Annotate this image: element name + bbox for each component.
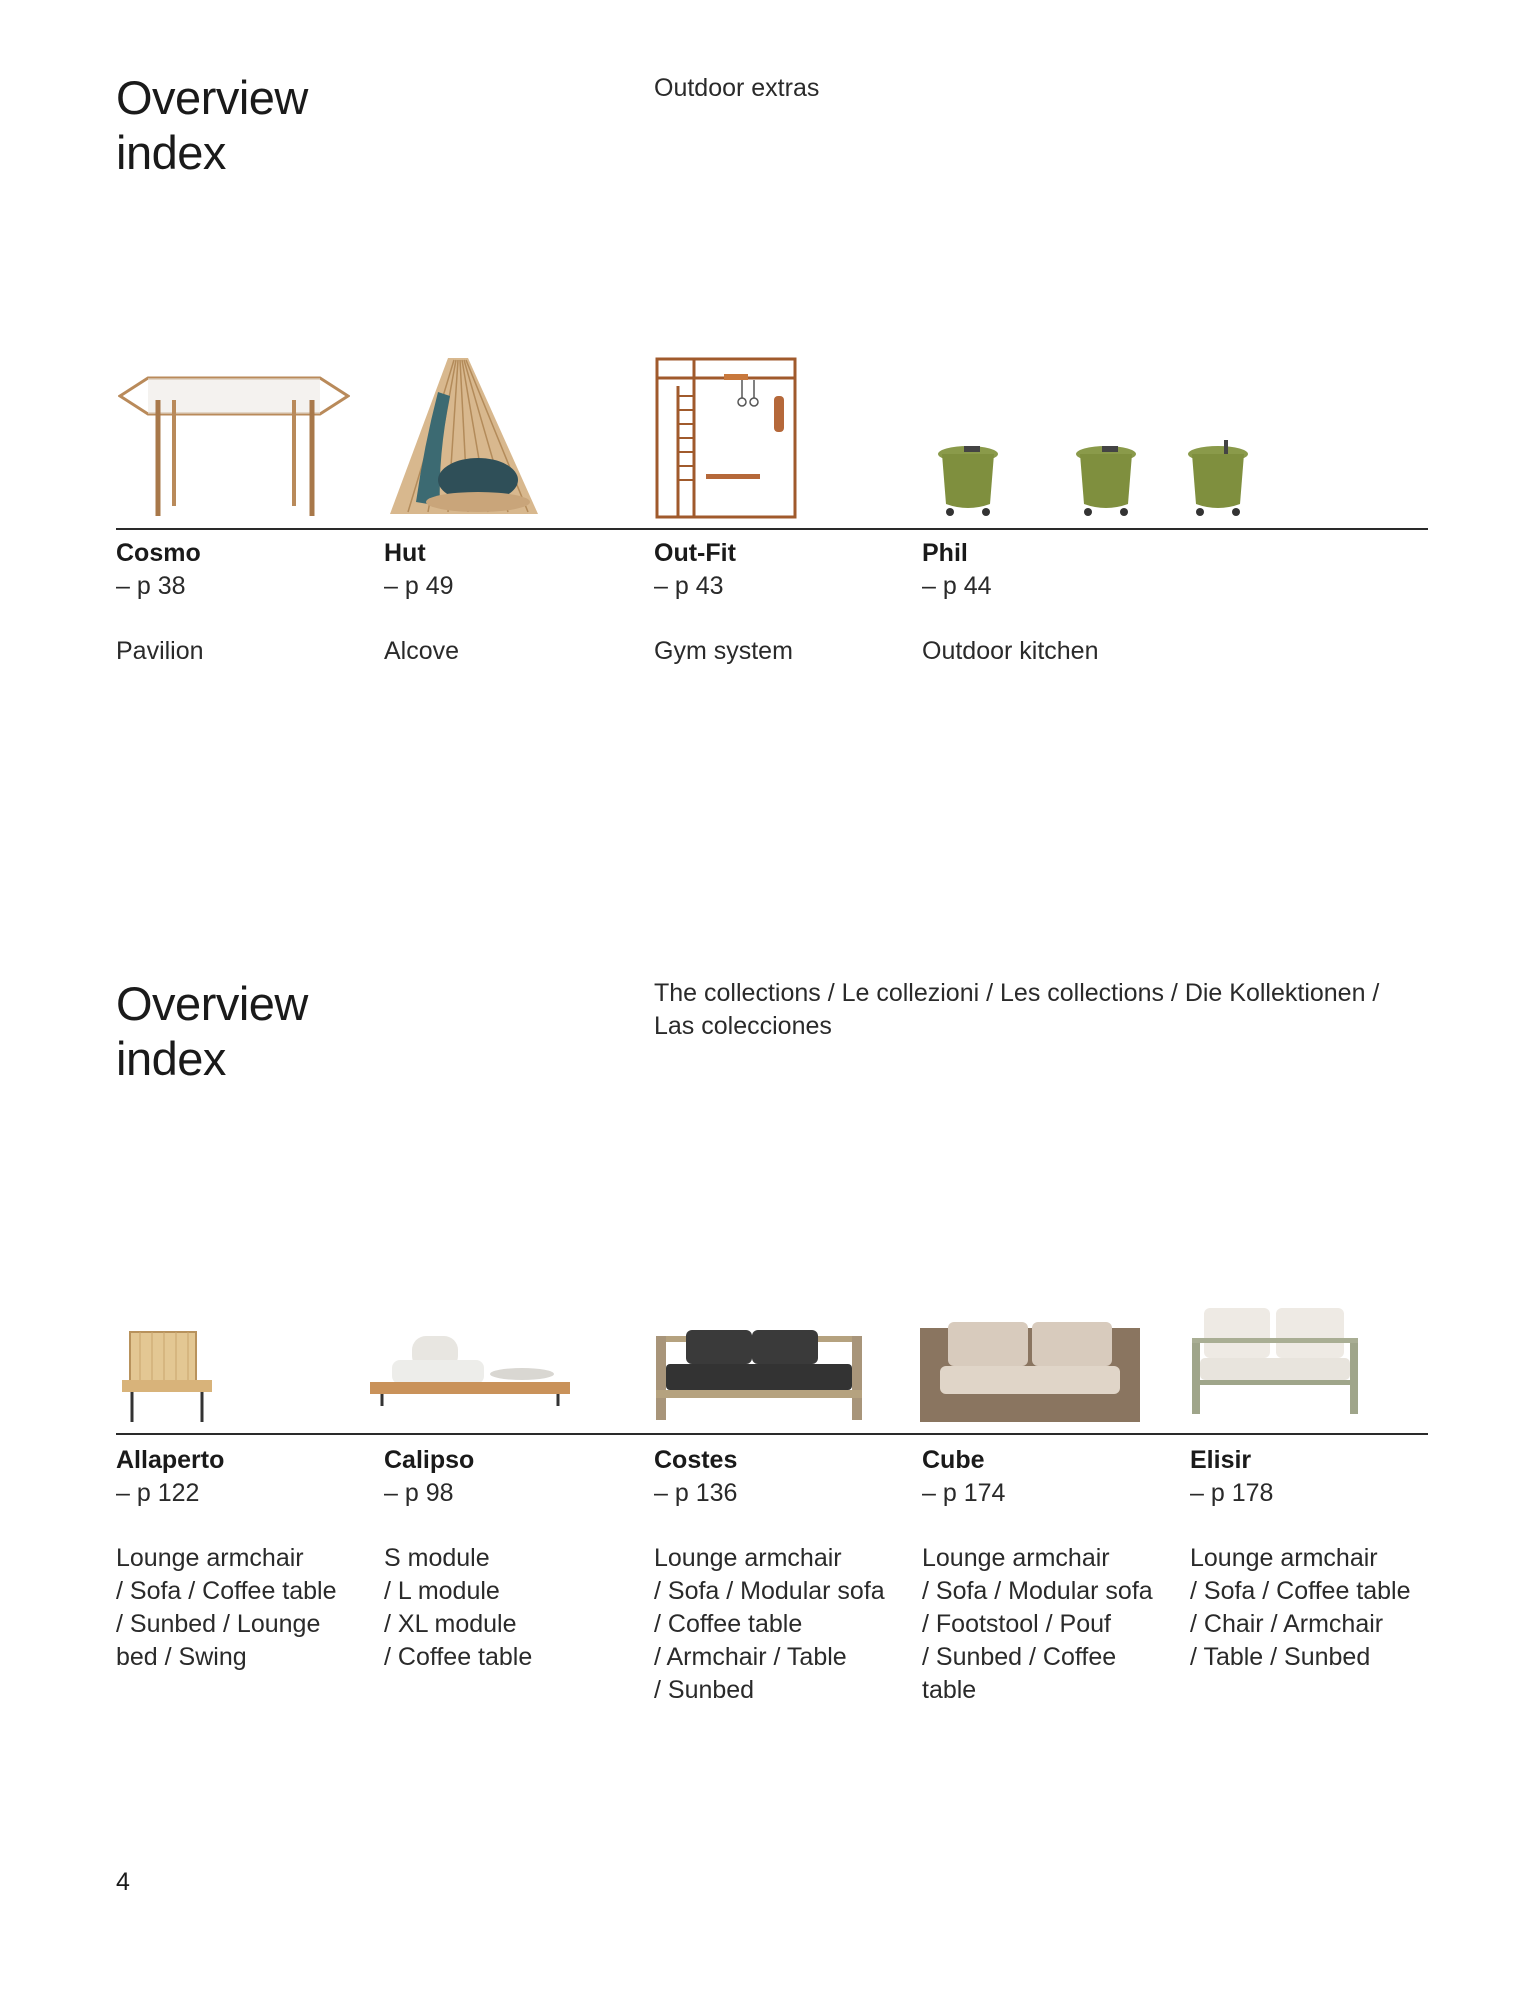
- product-entry-hut[interactable]: [384, 537, 634, 668]
- product-name: Cube: [922, 1446, 985, 1474]
- desc-line: Pavilion: [116, 637, 204, 665]
- product-name: Phil: [922, 539, 968, 567]
- title-line-2: index: [116, 1032, 226, 1085]
- lounge-armchair-icon: [120, 1328, 216, 1424]
- title-line-2: index: [116, 126, 226, 179]
- desc-line: / Coffee table: [654, 1610, 803, 1638]
- desc-line: / L module: [384, 1577, 500, 1605]
- product-page-ref: – p 122: [116, 1479, 200, 1507]
- desc-line: Gym system: [654, 637, 793, 665]
- product-entry-out-fit[interactable]: [654, 537, 904, 668]
- desc-line: Lounge armchair: [1190, 1544, 1378, 1572]
- product-description: [654, 635, 904, 668]
- section-divider: [116, 528, 1428, 530]
- desc-line: / XL module: [384, 1610, 517, 1638]
- product-description: [384, 1542, 634, 1674]
- product-page-ref: – p 174: [922, 1479, 1006, 1507]
- section-title: [116, 70, 416, 180]
- desc-line: Lounge armchair: [654, 1544, 842, 1572]
- desc-line: Lounge armchair: [116, 1544, 304, 1572]
- product-name: Calipso: [384, 1446, 475, 1474]
- desc-line: Alcove: [384, 637, 460, 665]
- product-page-ref: – p 44: [922, 572, 992, 600]
- product-description: [384, 635, 634, 668]
- desc-line: / Coffee table: [384, 1643, 533, 1671]
- outdoor-kitchen-icon: [934, 440, 1264, 520]
- desc-line: / Armchair / Table: [654, 1643, 847, 1671]
- page-number: 4: [116, 1868, 130, 1896]
- product-entry-cosmo[interactable]: [116, 537, 366, 668]
- product-entry-allaperto[interactable]: [116, 1444, 366, 1674]
- product-name: Allaperto: [116, 1446, 225, 1474]
- product-entry-elisir[interactable]: [1190, 1444, 1440, 1674]
- section-subtitle: The collections / Le collezioni / Les collections / Die Kollektionen / Las colecciones: [654, 979, 1380, 1040]
- product-name: Costes: [654, 1446, 738, 1474]
- desc-line: / Footstool / Pouf: [922, 1610, 1111, 1638]
- desc-line: / Table / Sunbed: [1190, 1643, 1371, 1671]
- product-name: Out-Fit: [654, 539, 736, 567]
- desc-line: Lounge armchair: [922, 1544, 1110, 1572]
- wood-sofa-icon: [652, 1318, 866, 1422]
- woven-sofa-icon: [918, 1318, 1142, 1424]
- desc-line: bed / Swing: [116, 1643, 247, 1671]
- product-name: Cosmo: [116, 539, 201, 567]
- desc-line: / Chair / Armchair: [1190, 1610, 1384, 1638]
- gym-frame-icon: [654, 356, 798, 520]
- product-entry-cube[interactable]: [922, 1444, 1172, 1707]
- desc-line: / Sunbed: [654, 1676, 755, 1704]
- product-page-ref: – p 178: [1190, 1479, 1274, 1507]
- section-title: [116, 976, 416, 1086]
- modular-platform-icon: [368, 1334, 572, 1414]
- product-description: [654, 1542, 904, 1707]
- pavilion-icon: [118, 370, 350, 520]
- product-name: Elisir: [1190, 1446, 1252, 1474]
- title-line-1: Overview: [116, 71, 308, 124]
- title-line-1: Overview: [116, 977, 308, 1030]
- product-entry-costes[interactable]: [654, 1444, 904, 1707]
- desc-line: / Sofa / Modular sofa: [654, 1577, 885, 1605]
- product-description: [1190, 1542, 1440, 1674]
- product-entry-calipso[interactable]: [384, 1444, 634, 1674]
- section-divider: [116, 1433, 1428, 1435]
- desc-line: / Sofa / Modular sofa: [922, 1577, 1153, 1605]
- product-description: [922, 1542, 1172, 1707]
- section-subtitle: Outdoor extras: [654, 74, 820, 102]
- desc-line: S module: [384, 1544, 490, 1572]
- desc-line: / Sofa / Coffee table: [1190, 1577, 1411, 1605]
- alcove-icon: [388, 356, 540, 520]
- product-page-ref: – p 136: [654, 1479, 738, 1507]
- product-description: [922, 635, 1172, 668]
- desc-line: / Sofa / Coffee table: [116, 1577, 337, 1605]
- product-page-ref: – p 43: [654, 572, 724, 600]
- product-page-ref: – p 98: [384, 1479, 454, 1507]
- product-page-ref: – p 49: [384, 572, 454, 600]
- desc-line: / Sunbed / Coffee: [922, 1643, 1117, 1671]
- product-name: Hut: [384, 539, 426, 567]
- desc-line: Outdoor kitchen: [922, 637, 1099, 665]
- product-description: [116, 635, 366, 668]
- desc-line: table: [922, 1676, 977, 1704]
- frame-sofa-icon: [1190, 1306, 1360, 1416]
- desc-line: / Sunbed / Lounge: [116, 1610, 321, 1638]
- product-page-ref: – p 38: [116, 572, 186, 600]
- product-entry-phil[interactable]: [922, 537, 1172, 668]
- product-description: [116, 1542, 366, 1674]
